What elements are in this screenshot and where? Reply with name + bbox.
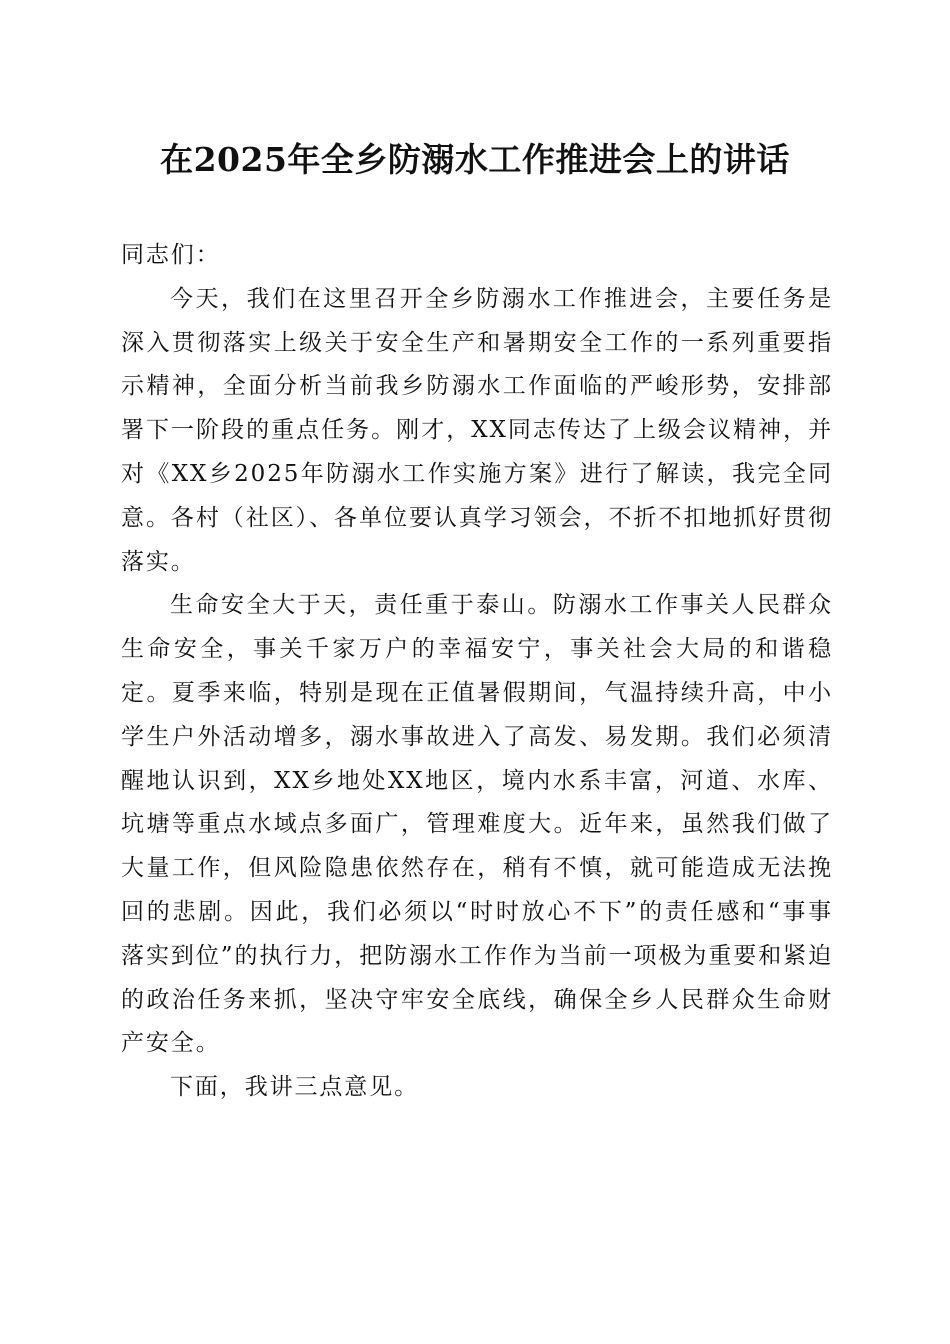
paragraph-transition: 下面，我讲三点意见。: [170, 1074, 419, 1101]
paragraph-situation: 生命安全大于天，责任重于泰山。防溺水工作事关人民群众生命安全，事关千家万户的幸福安宁，事关社会大局的和谐稳定。夏季来临，特别是现在正值暑假期间，气温持续升高，中小学生户外活动增多，溺水事故进入了高发、易发期。我们必须清醒地认识到，XX乡地处XX地区，境内水系丰富，河道、水库、坑塘等重点水域点多面广，管理难度大。近年来，虽然我们做了大量工作，但风险隐患依然存在，稍有不慎，就可能造成无法挽回的悲剧。因此，我们必须以“时时放心不下”的责任感和“事事落实到位”的执行力，把防溺水工作作为当前一项极为重要和紧迫的政治任务来抓，坚决守牢安全底线，确保全乡人民群众生命财产安全。: [121, 592, 833, 1057]
document-body: [121, 234, 833, 1110]
salutation: 同志们：: [121, 242, 221, 268]
document-title: 在2025年全乡防溺水工作推进会上的讲话: [160, 140, 790, 179]
paragraph-opening: 今天，我们在这里召开全乡防溺水工作推进会，主要任务是深入贯彻落实上级关于安全生产和暑期安全工作的一系列重要指示精神，全面分析当前我乡防溺水工作面临的严峻形势，安排部署下一阶段的重点任务。刚才，XX同志传达了上级会议精神，并对《XX乡2025年防溺水工作实施方案》进行了解读，我完全同意。各村（社区）、各单位要认真学习领会，不折不扣地抓好贯彻落实。: [121, 285, 833, 575]
